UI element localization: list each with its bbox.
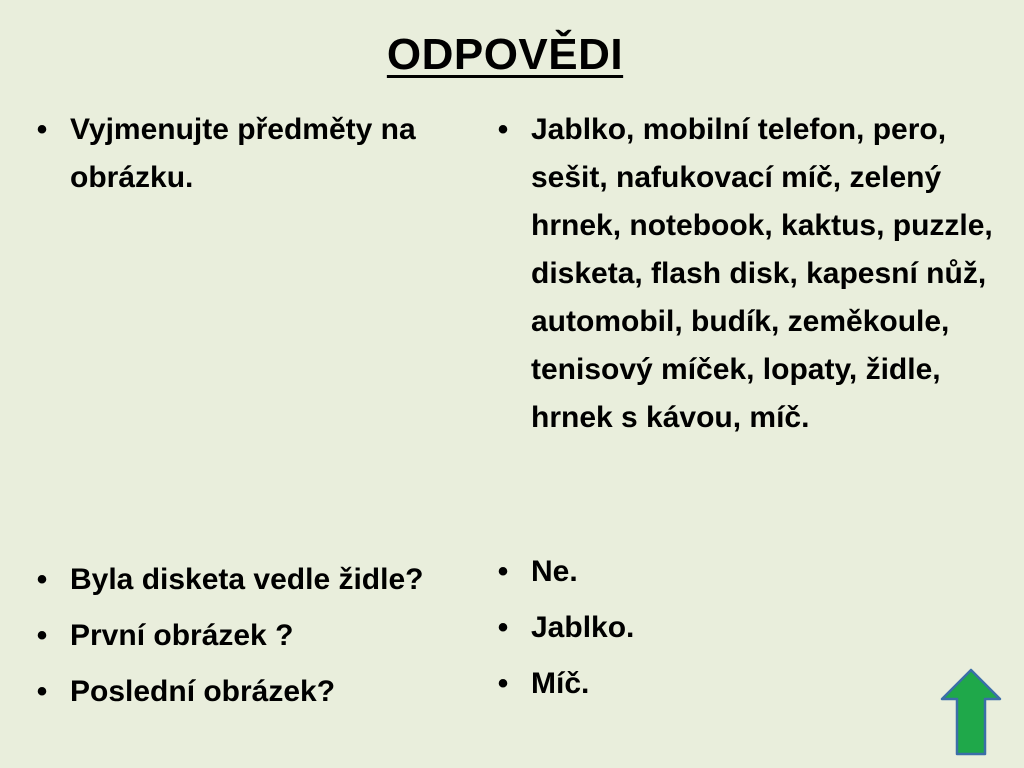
bullet-icon: • (497, 555, 509, 588)
answer-item (491, 548, 791, 596)
bullet-icon: • (36, 563, 48, 596)
bullet-icon: • (36, 113, 48, 146)
bullet-icon: • (497, 611, 509, 644)
slide-title: ODPOVĚDI (386, 30, 624, 79)
questions-list-top (30, 106, 475, 202)
question-text: Vyjmenujte předměty na obrázku. (70, 113, 416, 194)
question-item (30, 612, 475, 660)
question-text: Poslední obrázek? (70, 675, 336, 708)
question-item (30, 106, 475, 202)
question-text: Byla disketa vedle židle? (70, 563, 424, 596)
bullet-icon: • (497, 113, 509, 146)
answer-item (491, 660, 791, 708)
answer-item (491, 604, 791, 652)
question-text: První obrázek ? (70, 619, 294, 652)
answer-text: Jablko. (531, 611, 635, 644)
up-arrow-icon[interactable] (940, 668, 1002, 756)
questions-list-bottom (30, 556, 475, 724)
question-item (30, 668, 475, 716)
bullet-icon: • (36, 619, 48, 652)
answer-text: Ne. (531, 555, 578, 588)
bullet-icon: • (497, 667, 509, 700)
answers-list-bottom (491, 548, 791, 716)
answers-list-top (491, 106, 1011, 442)
answer-text: Jablko, mobilní telefon, pero, sešit, nafukovací míč, zelený hrnek, notebook, kaktus, puzzle, disketa, flash disk, kapesní nůž, automobil, budík, zeměkoule, tenisový míček, lopaty, židle, hrnek s kávou, míč. (531, 113, 993, 434)
question-item (30, 556, 475, 604)
answer-text: Míč. (531, 667, 590, 700)
answer-item (491, 106, 1011, 442)
bullet-icon: • (36, 675, 48, 708)
